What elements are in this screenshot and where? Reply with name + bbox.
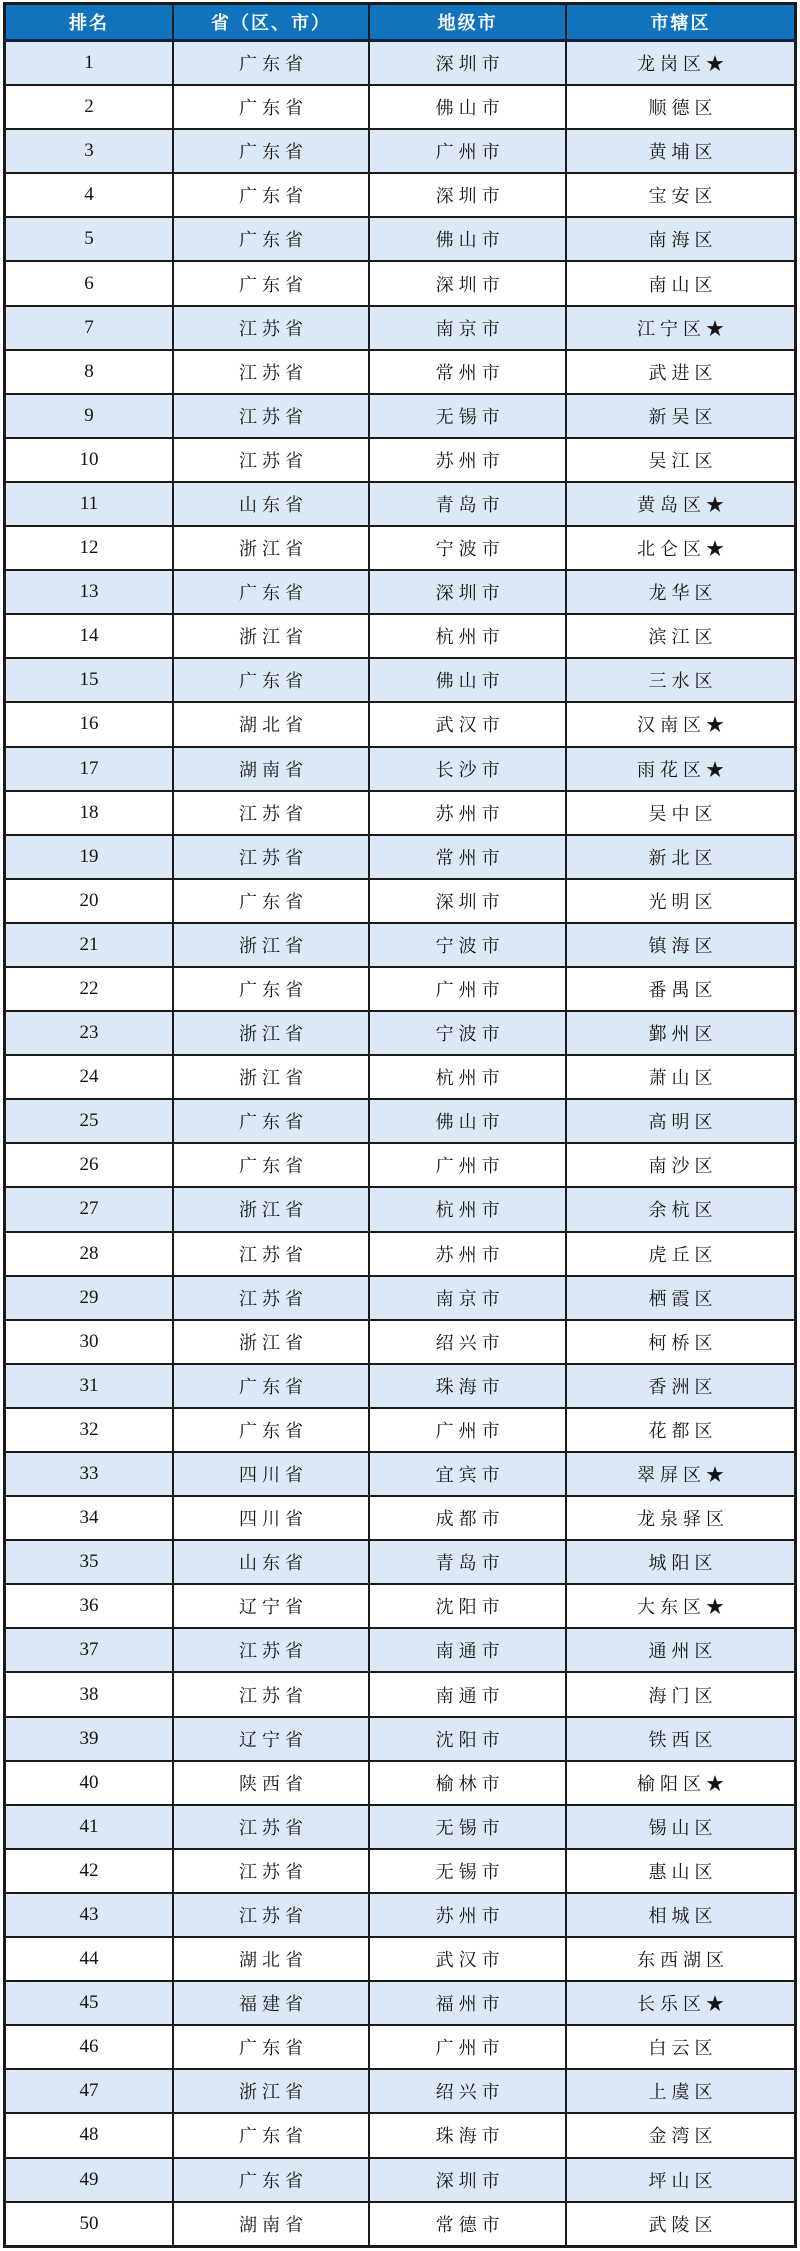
table-row: [5, 1320, 796, 1364]
rank-cell: 16: [5, 702, 173, 746]
province-cell: 广东省: [173, 41, 369, 86]
rank-cell: 48: [5, 2113, 173, 2157]
city-cell: 深圳市: [369, 879, 566, 923]
table-row: [5, 306, 796, 350]
table-row: [5, 526, 796, 570]
rank-cell: 35: [5, 1540, 173, 1584]
city-cell: 苏州市: [369, 438, 566, 482]
district-cell: 三水区: [566, 658, 795, 702]
table-row: [5, 1011, 796, 1055]
district-cell: 新吴区: [566, 394, 795, 438]
table-row: [5, 1143, 796, 1187]
rank-cell: 6: [5, 261, 173, 305]
rank-cell: 38: [5, 1672, 173, 1716]
district-cell: 城阳区: [566, 1540, 795, 1584]
district-cell: 龙岗区★: [566, 41, 795, 86]
district-cell: 白云区: [566, 2025, 795, 2069]
city-cell: 广州市: [369, 1408, 566, 1452]
province-cell: 浙江省: [173, 526, 369, 570]
rank-cell: 17: [5, 747, 173, 791]
district-cell: 武陵区: [566, 2202, 795, 2247]
province-cell: 浙江省: [173, 1055, 369, 1099]
city-cell: 青岛市: [369, 1540, 566, 1584]
rank-cell: 24: [5, 1055, 173, 1099]
city-cell: 深圳市: [369, 570, 566, 614]
table-row: [5, 835, 796, 879]
province-cell: 江苏省: [173, 1276, 369, 1320]
table-row: [5, 658, 796, 702]
table-row: [5, 1364, 796, 1408]
table-row: [5, 879, 796, 923]
table-row: [5, 1805, 796, 1849]
table-row: [5, 261, 796, 305]
table-row: [5, 173, 796, 217]
city-cell: 常州市: [369, 835, 566, 879]
rank-cell: 21: [5, 923, 173, 967]
district-cell: 北仑区★: [566, 526, 795, 570]
table-row: [5, 394, 796, 438]
table-row: [5, 41, 796, 86]
rank-cell: 2: [5, 85, 173, 129]
district-cell: 番禺区: [566, 967, 795, 1011]
table-row: [5, 1672, 796, 1716]
province-cell: 广东省: [173, 85, 369, 129]
rank-cell: 29: [5, 1276, 173, 1320]
district-cell: 铁西区: [566, 1717, 795, 1761]
province-cell: 广东省: [173, 1099, 369, 1143]
city-cell: 福州市: [369, 1981, 566, 2025]
city-cell: 珠海市: [369, 2113, 566, 2157]
province-cell: 浙江省: [173, 1187, 369, 1231]
table-row: [5, 1099, 796, 1143]
district-cell: 高明区: [566, 1099, 795, 1143]
district-cell: 雨花区★: [566, 747, 795, 791]
city-cell: 沈阳市: [369, 1584, 566, 1628]
district-cell: 汉南区★: [566, 702, 795, 746]
rank-cell: 12: [5, 526, 173, 570]
rank-cell: 37: [5, 1628, 173, 1672]
table-row: [5, 2069, 796, 2113]
city-cell: 广州市: [369, 967, 566, 1011]
district-cell: 吴江区: [566, 438, 795, 482]
city-cell: 宜宾市: [369, 1452, 566, 1496]
province-cell: 辽宁省: [173, 1584, 369, 1628]
province-cell: 广东省: [173, 967, 369, 1011]
city-cell: 常州市: [369, 350, 566, 394]
district-cell: 顺德区: [566, 85, 795, 129]
table-row: [5, 791, 796, 835]
province-cell: 广东省: [173, 2025, 369, 2069]
district-cell: 坪山区: [566, 2158, 795, 2202]
district-cell: 龙泉驿区: [566, 1496, 795, 1540]
rank-cell: 50: [5, 2202, 173, 2247]
city-cell: 沈阳市: [369, 1717, 566, 1761]
table-row: [5, 570, 796, 614]
city-cell: 武汉市: [369, 1937, 566, 1981]
city-cell: 榆林市: [369, 1761, 566, 1805]
province-cell: 福建省: [173, 1981, 369, 2025]
city-cell: 武汉市: [369, 702, 566, 746]
city-cell: 南京市: [369, 306, 566, 350]
city-cell: 珠海市: [369, 1364, 566, 1408]
district-cell: 大东区★: [566, 1584, 795, 1628]
province-cell: 山东省: [173, 1540, 369, 1584]
city-cell: 宁波市: [369, 1011, 566, 1055]
rank-cell: 49: [5, 2158, 173, 2202]
rank-cell: 46: [5, 2025, 173, 2069]
district-cell: 南山区: [566, 261, 795, 305]
province-cell: 陕西省: [173, 1761, 369, 1805]
rank-cell: 11: [5, 482, 173, 526]
district-cell: 上虞区: [566, 2069, 795, 2113]
table-row: [5, 1276, 796, 1320]
rank-cell: 13: [5, 570, 173, 614]
table-row: [5, 438, 796, 482]
table-row: [5, 85, 796, 129]
rank-cell: 34: [5, 1496, 173, 1540]
table-row: [5, 217, 796, 261]
province-cell: 广东省: [173, 570, 369, 614]
city-cell: 佛山市: [369, 85, 566, 129]
table-row: [5, 923, 796, 967]
city-cell: 深圳市: [369, 41, 566, 86]
district-cell: 光明区: [566, 879, 795, 923]
rank-cell: 8: [5, 350, 173, 394]
province-cell: 江苏省: [173, 1672, 369, 1716]
table-row: [5, 2202, 796, 2247]
rank-cell: 30: [5, 1320, 173, 1364]
table-row: [5, 1187, 796, 1231]
province-cell: 广东省: [173, 173, 369, 217]
table-row: [5, 1540, 796, 1584]
district-cell: 黄埔区: [566, 129, 795, 173]
rank-cell: 36: [5, 1584, 173, 1628]
rank-cell: 1: [5, 41, 173, 86]
rank-cell: 26: [5, 1143, 173, 1187]
rank-cell: 31: [5, 1364, 173, 1408]
city-cell: 深圳市: [369, 2158, 566, 2202]
table-row: [5, 350, 796, 394]
district-cell: 栖霞区: [566, 1276, 795, 1320]
city-cell: 广州市: [369, 129, 566, 173]
city-cell: 深圳市: [369, 173, 566, 217]
table-row: [5, 967, 796, 1011]
header-row: [5, 4, 796, 41]
district-cell: 南海区: [566, 217, 795, 261]
district-cell: 余杭区: [566, 1187, 795, 1231]
table-row: [5, 1496, 796, 1540]
city-cell: 绍兴市: [369, 1320, 566, 1364]
rank-cell: 43: [5, 1893, 173, 1937]
city-cell: 无锡市: [369, 1805, 566, 1849]
province-cell: 山东省: [173, 482, 369, 526]
rank-cell: 42: [5, 1849, 173, 1893]
district-cell: 惠山区: [566, 1849, 795, 1893]
header-province: 省（区、市）: [173, 4, 369, 41]
table-row: [5, 482, 796, 526]
province-cell: 江苏省: [173, 1628, 369, 1672]
table-row: [5, 747, 796, 791]
table-row: [5, 1849, 796, 1893]
district-cell: 龙华区: [566, 570, 795, 614]
district-cell: 榆阳区★: [566, 1761, 795, 1805]
province-cell: 江苏省: [173, 306, 369, 350]
city-cell: 南通市: [369, 1628, 566, 1672]
city-cell: 无锡市: [369, 1849, 566, 1893]
table-row: [5, 1584, 796, 1628]
district-cell: 虎丘区: [566, 1232, 795, 1276]
province-cell: 江苏省: [173, 1849, 369, 1893]
district-cell: 江宁区★: [566, 306, 795, 350]
rank-cell: 5: [5, 217, 173, 261]
city-cell: 深圳市: [369, 261, 566, 305]
rank-cell: 15: [5, 658, 173, 702]
district-cell: 南沙区: [566, 1143, 795, 1187]
rank-cell: 20: [5, 879, 173, 923]
rank-cell: 14: [5, 614, 173, 658]
province-cell: 浙江省: [173, 923, 369, 967]
city-cell: 宁波市: [369, 923, 566, 967]
province-cell: 湖南省: [173, 2202, 369, 2247]
city-cell: 绍兴市: [369, 2069, 566, 2113]
table-row: [5, 702, 796, 746]
district-cell: 东西湖区: [566, 1937, 795, 1981]
district-cell: 花都区: [566, 1408, 795, 1452]
city-cell: 苏州市: [369, 1893, 566, 1937]
province-cell: 浙江省: [173, 1011, 369, 1055]
rank-cell: 19: [5, 835, 173, 879]
province-cell: 广东省: [173, 1364, 369, 1408]
district-cell: 海门区: [566, 1672, 795, 1716]
city-cell: 杭州市: [369, 1055, 566, 1099]
district-cell: 锡山区: [566, 1805, 795, 1849]
rank-cell: 22: [5, 967, 173, 1011]
district-cell: 镇海区: [566, 923, 795, 967]
table-row: [5, 1761, 796, 1805]
city-cell: 无锡市: [369, 394, 566, 438]
table-row: [5, 1628, 796, 1672]
table-row: [5, 1937, 796, 1981]
province-cell: 广东省: [173, 658, 369, 702]
province-cell: 浙江省: [173, 1320, 369, 1364]
rank-cell: 44: [5, 1937, 173, 1981]
table-row: [5, 129, 796, 173]
district-cell: 宝安区: [566, 173, 795, 217]
table-row: [5, 1893, 796, 1937]
province-cell: 浙江省: [173, 2069, 369, 2113]
province-cell: 广东省: [173, 2113, 369, 2157]
table-row: [5, 1408, 796, 1452]
city-cell: 杭州市: [369, 614, 566, 658]
city-cell: 苏州市: [369, 791, 566, 835]
table-row: [5, 614, 796, 658]
district-ranking-table: [3, 2, 797, 2248]
province-cell: 广东省: [173, 217, 369, 261]
province-cell: 辽宁省: [173, 1717, 369, 1761]
district-cell: 翠屏区★: [566, 1452, 795, 1496]
province-cell: 江苏省: [173, 438, 369, 482]
district-cell: 新北区: [566, 835, 795, 879]
city-cell: 广州市: [369, 1143, 566, 1187]
province-cell: 四川省: [173, 1452, 369, 1496]
table-row: [5, 1452, 796, 1496]
rank-cell: 9: [5, 394, 173, 438]
header-district: 市辖区: [566, 4, 795, 41]
header-city: 地级市: [369, 4, 566, 41]
district-cell: 通州区: [566, 1628, 795, 1672]
province-cell: 湖北省: [173, 702, 369, 746]
province-cell: 江苏省: [173, 350, 369, 394]
rank-cell: 23: [5, 1011, 173, 1055]
province-cell: 广东省: [173, 1408, 369, 1452]
table-row: [5, 1981, 796, 2025]
rank-cell: 39: [5, 1717, 173, 1761]
table-row: [5, 2158, 796, 2202]
city-cell: 杭州市: [369, 1187, 566, 1231]
city-cell: 南京市: [369, 1276, 566, 1320]
rank-cell: 18: [5, 791, 173, 835]
rank-cell: 27: [5, 1187, 173, 1231]
city-cell: 青岛市: [369, 482, 566, 526]
rank-cell: 32: [5, 1408, 173, 1452]
district-cell: 滨江区: [566, 614, 795, 658]
rank-cell: 47: [5, 2069, 173, 2113]
province-cell: 江苏省: [173, 1232, 369, 1276]
city-cell: 成都市: [369, 1496, 566, 1540]
province-cell: 广东省: [173, 2158, 369, 2202]
city-cell: 广州市: [369, 2025, 566, 2069]
rank-cell: 41: [5, 1805, 173, 1849]
rank-cell: 40: [5, 1761, 173, 1805]
rank-cell: 10: [5, 438, 173, 482]
province-cell: 浙江省: [173, 614, 369, 658]
district-cell: 吴中区: [566, 791, 795, 835]
province-cell: 广东省: [173, 1143, 369, 1187]
province-cell: 江苏省: [173, 835, 369, 879]
province-cell: 江苏省: [173, 394, 369, 438]
district-cell: 金湾区: [566, 2113, 795, 2157]
province-cell: 江苏省: [173, 1893, 369, 1937]
rank-cell: 4: [5, 173, 173, 217]
table-row: [5, 1232, 796, 1276]
city-cell: 佛山市: [369, 217, 566, 261]
province-cell: 江苏省: [173, 791, 369, 835]
city-cell: 宁波市: [369, 526, 566, 570]
city-cell: 南通市: [369, 1672, 566, 1716]
district-cell: 柯桥区: [566, 1320, 795, 1364]
province-cell: 湖北省: [173, 1937, 369, 1981]
table-row: [5, 1055, 796, 1099]
province-cell: 广东省: [173, 261, 369, 305]
district-cell: 武进区: [566, 350, 795, 394]
district-cell: 鄞州区: [566, 1011, 795, 1055]
table-row: [5, 2113, 796, 2157]
province-cell: 湖南省: [173, 747, 369, 791]
district-cell: 黄岛区★: [566, 482, 795, 526]
rank-cell: 25: [5, 1099, 173, 1143]
city-cell: 苏州市: [369, 1232, 566, 1276]
city-cell: 佛山市: [369, 658, 566, 702]
district-cell: 萧山区: [566, 1055, 795, 1099]
table-row: [5, 1717, 796, 1761]
header-rank: 排名: [5, 4, 173, 41]
table-body: [5, 41, 796, 2247]
province-cell: 广东省: [173, 129, 369, 173]
rank-cell: 7: [5, 306, 173, 350]
province-cell: 江苏省: [173, 1805, 369, 1849]
province-cell: 广东省: [173, 879, 369, 923]
city-cell: 长沙市: [369, 747, 566, 791]
rank-cell: 28: [5, 1232, 173, 1276]
table-row: [5, 2025, 796, 2069]
rank-cell: 33: [5, 1452, 173, 1496]
rank-cell: 3: [5, 129, 173, 173]
district-cell: 相城区: [566, 1893, 795, 1937]
district-cell: 香洲区: [566, 1364, 795, 1408]
city-cell: 佛山市: [369, 1099, 566, 1143]
province-cell: 四川省: [173, 1496, 369, 1540]
district-cell: 长乐区★: [566, 1981, 795, 2025]
rank-cell: 45: [5, 1981, 173, 2025]
city-cell: 常德市: [369, 2202, 566, 2247]
